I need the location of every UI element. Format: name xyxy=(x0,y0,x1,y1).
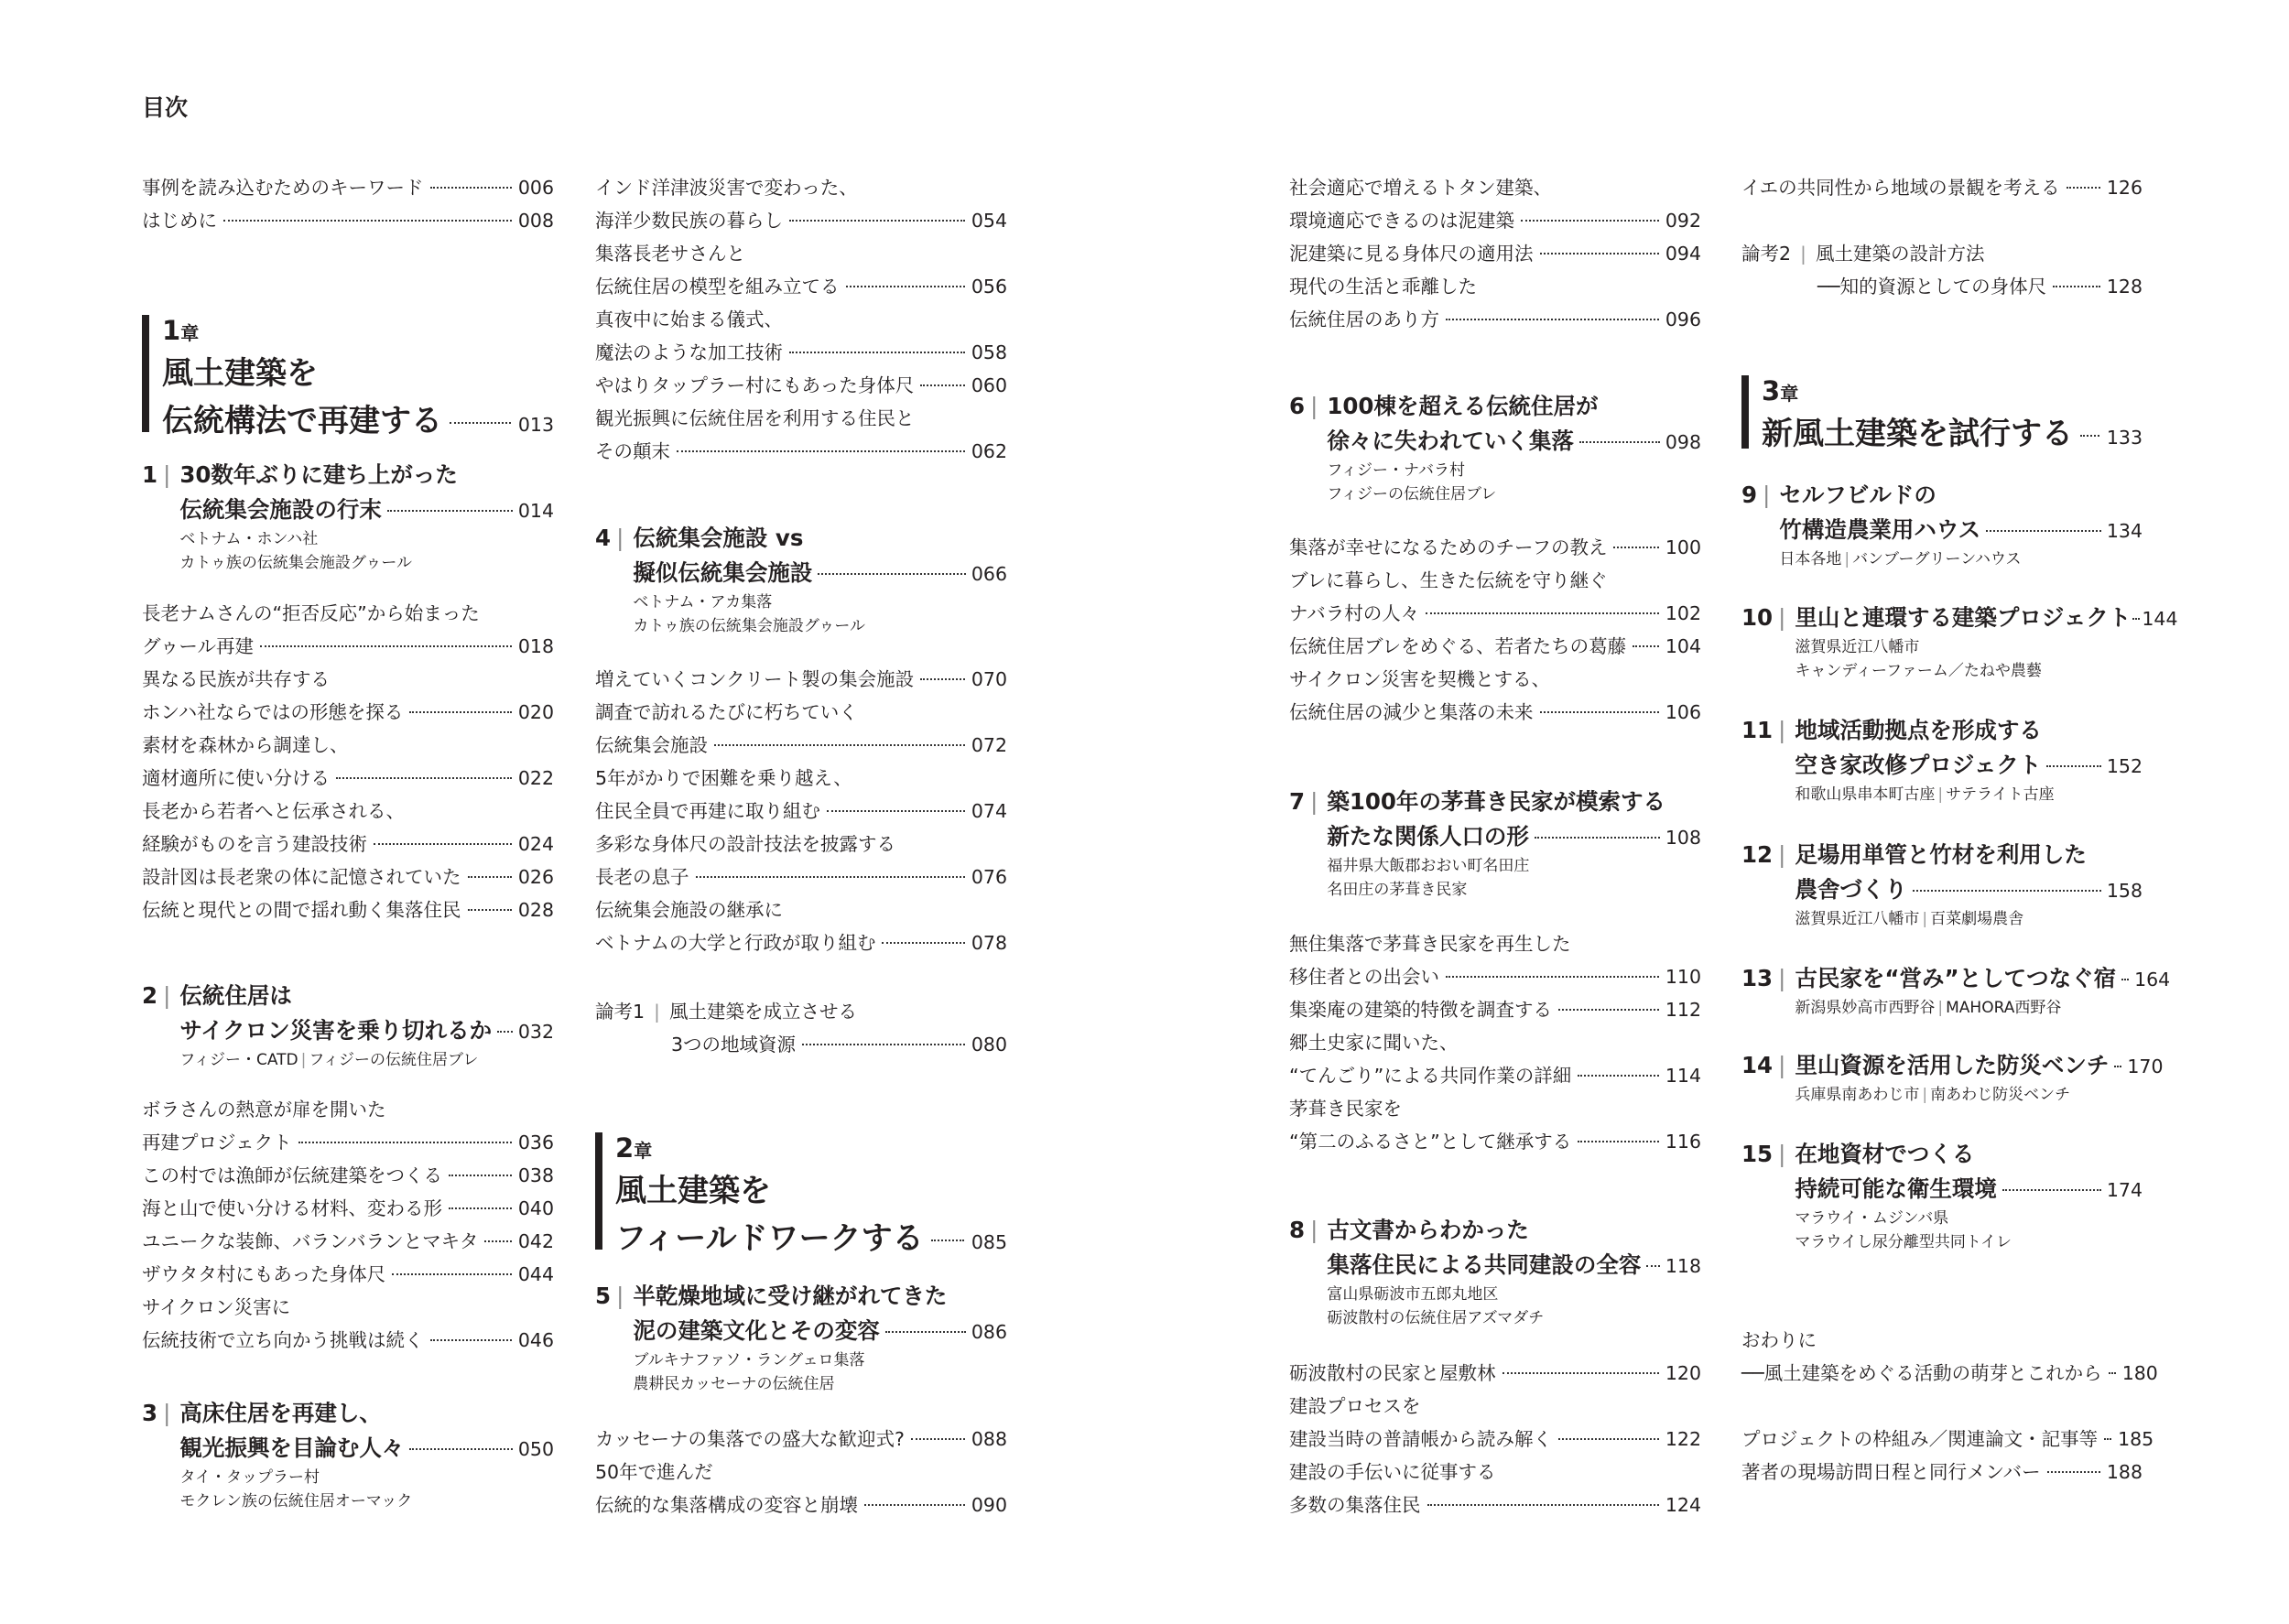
case-11-heading[interactable]: 11 | 地域活動拠点を形成する 空き家改修プロジェクト 152 和歌山県串本町古座 | サテライト古座 xyxy=(1741,717,2143,804)
toc-entry[interactable]: 多彩な身体尺の設計技法を披露する xyxy=(595,833,895,855)
toc-entry[interactable]: はじめに 008 xyxy=(142,210,554,232)
toc-entry[interactable]: 伝統と現代との間で揺れ動く集落住民 028 xyxy=(142,899,554,921)
toc-entry[interactable]: 茅葺き民家を xyxy=(1289,1098,1402,1120)
toc-column-2 xyxy=(595,0,1007,1516)
toc-entry[interactable]: 海洋少数民族の暮らし 054 xyxy=(595,210,1007,232)
toc-entry[interactable]: 移住者との出会い 110 xyxy=(1289,966,1701,988)
toc-entry[interactable]: 海と山で使い分ける材料、変わる形 040 xyxy=(142,1197,554,1219)
toc-entry[interactable]: 建設プロセスを xyxy=(1289,1395,1421,1417)
toc-entry[interactable]: サイクロン災害を契機とする、 xyxy=(1289,668,1551,690)
case-6-article-list xyxy=(1289,531,1701,729)
toc-entry[interactable]: インド洋津波災害で変わった、 xyxy=(595,177,858,199)
toc-entry[interactable]: 素材を森林から調達し、 xyxy=(142,734,349,756)
toc-entry[interactable]: 集落が幸せになるためのチーフの教え 100 xyxy=(1289,536,1701,558)
case-7-article-list xyxy=(1289,927,1701,1158)
toc-entry[interactable]: 多数の集落住民 124 xyxy=(1289,1494,1701,1516)
toc-column-4 xyxy=(1741,0,2178,1483)
toc-entry[interactable]: サイクロン災害に xyxy=(142,1296,291,1318)
case-13-heading[interactable]: 13 | 古民家を“営み”としてつなぐ宿 164 新潟県妙高市西野谷 | MAHORA西野谷 xyxy=(1741,965,2171,1017)
toc-entry[interactable]: ブレに暮らし、生きた伝統を守り継ぐ xyxy=(1289,569,1608,591)
case-8-heading[interactable]: 8 | 古文書からわかった 集落住民による共同建設の全容 118 富山県砺波市五郎丸地区 砺波散村の伝統住居アズマダチ xyxy=(1289,1217,1701,1327)
toc-entry[interactable]: ザウタタ村にもあった身体尺 044 xyxy=(142,1263,554,1285)
toc-entry[interactable]: プロジェクトの枠組み／関連論文・記事等 185 xyxy=(1741,1428,2154,1450)
case-1-heading[interactable]: 1 | 30数年ぶりに建ち上がった 伝統集会施設の行末 014 ベトナム・ホンハ社 カトゥ族の伝統集会施設グゥール xyxy=(142,461,554,572)
toc-entry[interactable]: 長老ナムさんの“拒否反応”から始まった xyxy=(142,602,480,624)
toc-entry[interactable]: 現代の生活と乖離した xyxy=(1289,276,1477,298)
case-5-article-list-continued xyxy=(1289,171,1701,336)
toc-entry[interactable]: 著者の現場訪問日程と同行メンバー 188 xyxy=(1741,1461,2143,1483)
toc-entry[interactable]: 調査で訪れるたびに朽ちていく xyxy=(595,701,858,723)
toc-entry[interactable]: 魔法のような加工技術 058 xyxy=(595,341,1007,363)
toc-entry[interactable]: 伝統住居のあり方 096 xyxy=(1289,309,1701,330)
toc-entry[interactable]: 伝統住居ブレをめぐる、若者たちの葛藤 104 xyxy=(1289,635,1701,657)
case-9-heading[interactable]: 9 | セルフビルドの 竹構造農業用ハウス 134 日本各地 | バンブーグリーンハウス xyxy=(1741,482,2143,568)
toc-entry[interactable]: 建設当時の普請帳から読み解く 122 xyxy=(1289,1428,1701,1450)
chapter-1-heading[interactable]: 1章 風土建築を 伝統構法で再建する 013 xyxy=(142,311,554,445)
case-4-article-list xyxy=(595,663,1007,959)
toc-entry[interactable]: 郷土史家に聞いた、 xyxy=(1289,1032,1459,1054)
case-2-heading[interactable]: 2 | 伝統住居は サイクロン災害を乗り切れるか 032 フィジー・CATD | フィジーの伝統住居ブレ xyxy=(142,982,554,1069)
toc-entry[interactable]: 伝統住居の減少と集落の未来 106 xyxy=(1289,701,1701,723)
chapter-2-heading[interactable]: 2章 風土建築を フィールドワークする 085 xyxy=(595,1129,1007,1262)
toc-entry[interactable]: 泥建築に見る身体尺の適用法 094 xyxy=(1289,243,1701,265)
case-5-heading[interactable]: 5 | 半乾燥地域に受け継がれてきた 泥の建築文化とその変容 086 ブルキナファソ・ラングェロ集落 農耕民カッセーナの伝統住居 xyxy=(595,1283,1007,1393)
toc-entry[interactable]: 設計図は長老衆の体に記憶されていた 026 xyxy=(142,866,554,888)
toc-column-1 xyxy=(142,0,554,1510)
chapter-3-heading[interactable]: 3章 新風土建築を試行する 133 xyxy=(1741,372,2143,458)
toc-entry[interactable]: “てんごり”による共同作業の詳細 114 xyxy=(1289,1065,1701,1087)
case-8-article-list-continued xyxy=(1741,171,2143,204)
toc-entry[interactable]: カッセーナの集落での盛大な歓迎式? 088 xyxy=(595,1428,1007,1450)
toc-entry[interactable]: “第二のふるさと”として継承する 116 xyxy=(1289,1131,1701,1153)
case-14-heading[interactable]: 14 | 里山資源を活用した防災ベンチ 170 兵庫県南あわじ市 | 南あわじ防災ベンチ xyxy=(1741,1052,2164,1104)
case-4-heading[interactable]: 4 | 伝統集会施設 vs 擬似伝統集会施設 066 ベトナム・アカ集落 カトゥ族の伝統集会施設グゥール xyxy=(595,525,1007,635)
toc-entry[interactable]: 無住集落で茅葺き民家を再生した xyxy=(1289,933,1571,955)
toc-entry[interactable]: 伝統技術で立ち向かう挑戦は続く 046 xyxy=(142,1329,554,1351)
ronko-1-entry[interactable]: 論考1 | 風土建築を成立させる 3つの地域資源 080 xyxy=(595,1001,1007,1056)
toc-entry[interactable]: ボラさんの熱意が扉を開いた xyxy=(142,1099,386,1121)
case-12-heading[interactable]: 12 | 足場用単管と竹材を利用した 農舎づくり 158 滋賀県近江八幡市 | 百菜劇場農舎 xyxy=(1741,841,2143,928)
case-15-heading[interactable]: 15 | 在地資材でつくる 持続可能な衛生環境 174 マラウイ・ムジンバ県 マラウイし尿分離型共同トイレ xyxy=(1741,1141,2143,1251)
case-3-heading[interactable]: 3 | 高床住居を再建し、 観光振興を目論む人々 050 タイ・タップラー村 モクレン族の伝統住居オーマック xyxy=(142,1400,554,1510)
case-6-heading[interactable]: 6 | 100棟を超える伝統住居が 徐々に失われていく集落 098 フィジー・ナバラ村 フィジーの伝統住居ブレ xyxy=(1289,393,1701,503)
front-matter-list xyxy=(142,171,554,237)
toc-entry[interactable]: 長老から若者へと伝承される、 xyxy=(142,800,405,822)
toc-entry[interactable]: 増えていくコンクリート製の集会施設 070 xyxy=(595,668,1007,690)
case-1-article-list xyxy=(142,597,554,926)
toc-entry[interactable]: 集楽庵の建築的特徴を調査する 112 xyxy=(1289,999,1701,1021)
toc-entry[interactable]: ホンハ社ならではの形態を探る 020 xyxy=(142,701,554,723)
toc-entry[interactable]: 経験がものを言う建設技術 024 xyxy=(142,833,554,855)
case-5-article-list xyxy=(595,1423,1007,1521)
back-matter-list xyxy=(1741,1423,2154,1489)
toc-entry[interactable]: ベトナムの大学と行政が取り組む 078 xyxy=(595,932,1007,954)
toc-entry[interactable]: 観光振興に伝統住居を利用する住民と xyxy=(595,407,915,429)
page-title: 目次 xyxy=(142,94,189,121)
ronko-2-entry[interactable]: 論考2 | 風土建築の設計方法 ──知的資源としての身体尺 128 xyxy=(1741,243,2143,298)
toc-entry[interactable]: 砺波散村の民家と屋敷林 120 xyxy=(1289,1362,1701,1384)
toc-entry[interactable]: 異なる民族が共存する xyxy=(142,668,330,690)
case-7-heading[interactable]: 7 | 築100年の茅葺き民家が模索する 新たな関係人口の形 108 福井県大飯郡おおい町名田庄 名田庄の茅葺き民家 xyxy=(1289,788,1701,899)
toc-entry[interactable]: 再建プロジェクト 036 xyxy=(142,1131,554,1153)
toc-entry[interactable]: 長老の息子 076 xyxy=(595,866,1007,888)
toc-entry[interactable]: やはりタップラー村にもあった身体尺 060 xyxy=(595,374,1007,396)
case-2-article-list xyxy=(142,1093,554,1357)
case-3-article-list xyxy=(595,171,1007,468)
afterword-entry[interactable]: おわりに ──風土建築をめぐる活動の萌芽とこれから 180 xyxy=(1741,1329,2158,1384)
toc-entry[interactable]: 住民全員で再建に取り組む 074 xyxy=(595,800,1007,822)
toc-entry[interactable]: 伝統住居の模型を組み立てる 056 xyxy=(595,276,1007,298)
toc-entry[interactable]: グゥール再建 018 xyxy=(142,635,554,657)
toc-entry[interactable]: その顛末 062 xyxy=(595,440,1007,462)
case-10-heading[interactable]: 10 | 里山と連環する建築プロジェクト 144 滋賀県近江八幡市 キャンディーファーム／たねや農藝 xyxy=(1741,604,2178,680)
toc-entry[interactable]: 伝統集会施設の継承に xyxy=(595,899,783,921)
toc-entry[interactable]: 建設の手伝いに従事する xyxy=(1289,1461,1496,1483)
toc-entry[interactable]: 伝統的な集落構成の変容と崩壊 090 xyxy=(595,1494,1007,1516)
toc-entry[interactable]: イエの共同性から地域の景観を考える 126 xyxy=(1741,177,2143,199)
toc-entry[interactable]: この村では漁師が伝統建築をつくる 038 xyxy=(142,1164,554,1186)
toc-entry[interactable]: 環境適応できるのは泥建築 092 xyxy=(1289,210,1701,232)
case-8-article-list xyxy=(1289,1357,1701,1521)
toc-entry[interactable]: 伝統集会施設 072 xyxy=(595,734,1007,756)
toc-entry[interactable]: 5年がかりで困難を乗り越え、 xyxy=(595,767,852,789)
toc-entry[interactable]: 社会適応で増えるトタン建築、 xyxy=(1289,177,1552,199)
toc-entry[interactable]: ナバラ村の人々 102 xyxy=(1289,602,1701,624)
toc-entry[interactable]: ユニークな装飾、バランバランとマキタ 042 xyxy=(142,1230,554,1252)
toc-entry[interactable]: 集落長老サさんと xyxy=(595,243,745,265)
toc-entry[interactable]: 適材適所に使い分ける 022 xyxy=(142,767,554,789)
toc-entry[interactable]: 事例を読み込むためのキーワード 006 xyxy=(142,177,554,199)
toc-entry[interactable]: 真夜中に始まる儀式、 xyxy=(595,309,783,330)
toc-entry[interactable]: 50年で進んだ xyxy=(595,1461,713,1483)
